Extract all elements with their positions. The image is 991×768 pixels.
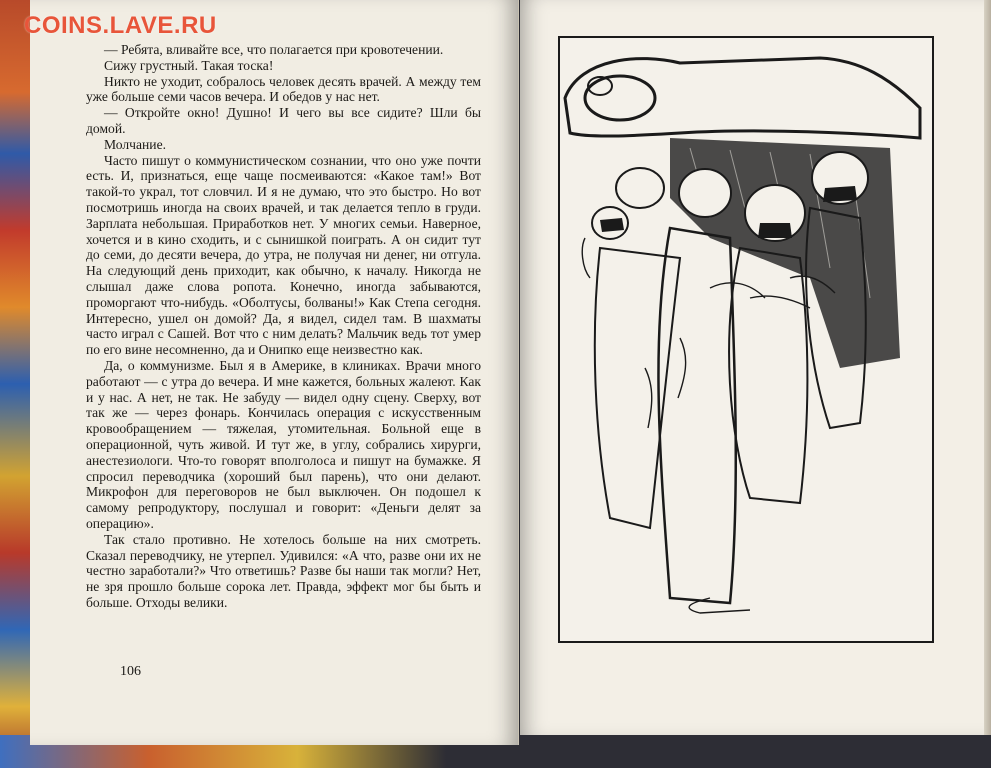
paragraph: Молчание. <box>104 136 167 152</box>
paragraph: Так стало противно. Не хотелось больше на них смотреть. Сказал переводчику, не утерпел. Удивился: «А что, разве они их не честно заработали?» Что ответишь? Разве бы наши так могли? Нет, не зря прошло больше сорока лет. Правда, эффект мог бы быть и больше. Отходы велики. <box>86 531 481 610</box>
paragraph: — Откройте окно! Душно! И чего вы все сидите? Шли бы домой. <box>86 105 481 136</box>
surgeons-sketch-image <box>560 38 932 641</box>
paragraph: — Ребята, вливайте все, что полагается при кровотечении. <box>104 42 444 57</box>
left-page-text <box>86 42 481 611</box>
illustration-surgeons <box>558 36 934 643</box>
watermark-logo: COINS.LAVE.RU <box>24 12 217 39</box>
page-number: 106 <box>120 664 141 679</box>
paragraph: Никто не уходит, собралось человек десять врачей. А между тем уже больше семи часов вечера. И обедов у нас нет. <box>86 73 481 105</box>
paragraph: Часто пишут о коммунистическом сознании, что оно уже почти есть. И, признаться, еще чаще посмеиваются: «Какое там!» Вот такой-то украл, тот словчил. И я не думаю, что это быстро. Но вот посмотришь иногда на своих врачей, и так делается тепло в груди. Зарплата небольшая. Приработков нет. У многих семьи. Наверное, хочется и в кино сходить, и с сынишкой поиграть. А он сидит тут до семи, до десяти вечера, до утра, не получая ни денег, ни отгула. На следующий день приходит, как обычно, к началу. Никогда не слышал даже слова ропота. Конечно, иногда забываются, проморгают что-нибудь. «Оболтусы, болваны!» Как Степа сегодня. Интересно, ушел он домой? Да, я видел, сидел там. В шахматы часто играл с Сашей. Вот что с ним делать? Мальчик ведь тот умер по его вине несомненно, да и Онипко еще неизвестно как. <box>86 152 481 358</box>
page-edge <box>984 0 991 735</box>
paragraph: Сижу грустный. Такая тоска! <box>104 57 274 73</box>
paragraph: Да, о коммунизме. Был я в Америке, в клиниках. Врачи много работают — с утра до вечера. И мне кажется, больных жалеют. Как и у нас. А нет, не так. Не забуду — видел одну сцену. Сверху, вот так же — через фонарь. Кончилась операция с искусственным кровообращением — тяжелая, утомительная. Больной еще в операционной, чуть живой. И тут же, в углу, собрались хирурги, анестезиологи. Что-то говорят вполголоса и пишут на бумажке. Я спросил переводчика (хороший был парень), что они делают. Микрофон для переговоров не был выключен. Он подошел к самому репродуктору, послушал и говорит: «Деньги делят за операцию». <box>86 357 481 531</box>
